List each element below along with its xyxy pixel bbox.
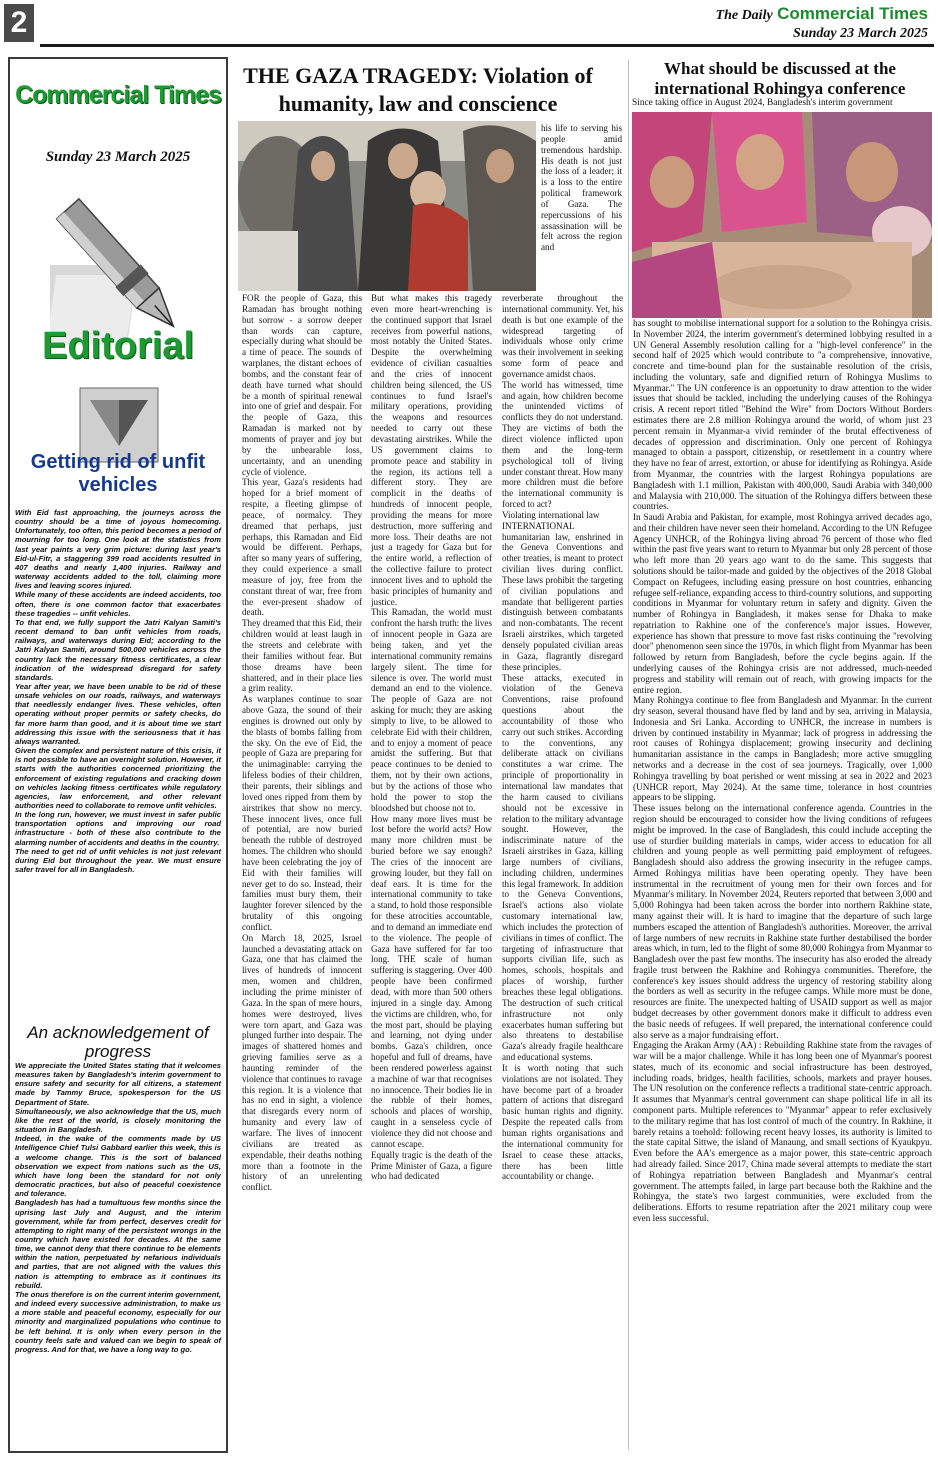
gaza-column-3-top: his life to serving his people amid tremendous hardship. His death is not just the loss of a leader; it is a loss to the entire political framework of Gaza. The repercussions of his assassination will be felt across the region and <box>541 123 622 253</box>
editorial1-body: With Eid fast approaching, the journeys across the country should be a time of joyous homecoming. Unfortunately, too often, this period becomes a period of mourning for too long. One look at the statistics from last year paints a very grim picture: during last year's Eid-ul-Fitr, a staggering 399 road accidents resulted in 407 deaths and nearly 1,400 injuries. Railway and waterway accidents added to the toll, claiming more lives and leaving scores injured. While many of these accidents are indeed accidents, too often, there is one common factor that exacerbates these tragedies -- unfit vehicles. To that end, we fully support the Jatri Kalyan Samiti's recent demand to ban unfit vehicles from roads, railways, and waterways during Eid; according to the Jatri Kalyan Samiti, around 500,000 vehicles across the country lack the necessary fitness certificates, a clear indication of the widespread disregard for safety standards. Year after year, we have been unable to be rid of these unsafe vehicles on our roads, railways, and waterways that needlessly endanger lives. These vehicles, often operating without proper permits or safety checks, do far more harm than good, and it is about time we start addressing this issue with the seriousness that it has always warranted. Given the complex and persistent nature of this crisis, it is not possible to have an overnight solution. However, it starts with the authorities concerned prioritizing the enforcement of existing regulations and cracking down on vehicles lacking fitness certificates while regulatory agencies, law enforcement, and other relevant authorities need to collaborate to remove unfit vehicles. In the long run, however, we must invest in safer public transportation options and improving our road infrastructure - both of these also contribute to the alarming number of accidents and deaths in the country. The need to get rid of unfit vehicles is not just relevant during Eid but throughout the year. We must ensure safer travel for all in Bangladesh. <box>15 508 221 875</box>
editorial2-title: An acknowledgement of progress <box>27 1023 209 1061</box>
paper-prefix: The Daily <box>715 8 773 23</box>
gaza-column-2: But what makes this tragedy even more heart-wrenching is the continued support that Israel receives from powerful nations, most notably the United States. Despite the overwhelming evidence of civilian casualties and the cries of innocent children being silenced, the US continues to fund Israel's military operations, providing the weapons and resources needed to carry out these devastating airstrikes. While the US government claims to promote peace and stability in the region, its actions tell a different story. They are complicit in the deaths of hundreds of innocent people, providing the means for more destruction, more suffering and more loss. Their deaths are not just a tragedy for Gaza but for the entire world, a reflection of the collective failure to protect innocent lives and to uphold the basic principles of humanity and justice. This Ramadan, the world must confront the harsh truth: the lives of innocent people in Gaza are being taken, and yet the international community remains largely silent. The time for silence is over. The world must demand an end to the violence. The people of Gaza are not asking for much; they are asking simply to live, to be allowed to celebrate Eid with their children, and to enjoy a moment of peace amidst the suffering. But that peace continues to be denied to them, not by their own actions, but by the actions of those who hold the power to stop the bloodshed but choose not to. How many more lives must be lost before the world acts? How many more children must be buried before we say enough? The cries of the innocent are growing louder, but they fall on deaf ears. It is time for the international community to take a stand, to hold those responsible for these atrocities accountable, and to demand an immediate end to the violence. The people of Gaza have suffered for far too long. THE scale of human suffering is staggering. Over 400 people have been confirmed dead, with more than 500 others injured in a single day. Among the victims are children, who, for the most part, should be playing and learning, not dying under bombs. Gaza's children, once hopeful and full of dreams, have been rendered powerless against a machine of war that recognises no innocence. Their bodies lie in the rubble of their homes, schools and places of worship, caught in a senseless cycle of violence they did not choose and cannot escape. Equally tragic is the death of the Prime Minister of Gaza, a figure who had dedicated <box>371 293 492 1182</box>
subheading-international-law: Violating international law <box>502 509 600 520</box>
editorial2-body: We appreciate the United States stating that it welcomes measures taken by Bangladesh's interim government to ensure safety and security for all citizens, a statement made by Tammy Bruce, spokesperson for the US Department of State. Simultaneously, we also acknowledge that the US, much like the rest of the world, is closely monitoring the situation in Bangladesh. Indeed, in the wake of the comments made by US Intelligence Chief Tulsi Gabbard earlier this week, this is a welcome change. This is the sort of balanced observation we expect from nations such as the US, which have long been the standard for not only democratic practices, but also of peaceful coexistence and tolerance. Bangladesh has had a tumultuous few months since the uprising last July and August, and the interim government, while far from perfect, deserves credit for attempting to right many of the persistent wrongs in the country which have existed for decades. At the same time, we cannot deny that there continue to be elements within the nation, perpetuated by nefarious individuals and parties, that are not aligned with the values this nation is attempting to embrace as it continues its rebuild. The onus therefore is on the current interim government, and indeed every successive administration, to make us a more stable and peaceful economy, especially for our minority and marginalized populations who continue to be left behind. It is only when every person in the country feels safe and valued can we begin to speak of progress. And for that, we have a long way to go. <box>15 1061 221 1354</box>
editorial-section-title: Editorial <box>41 325 195 367</box>
column-divider <box>628 60 629 1450</box>
gaza-headline: THE GAZA TRAGEDY: Violation of humanity, law and conscience <box>243 63 593 116</box>
gaza-photo <box>238 121 536 291</box>
editorial-masthead: Commercial Times <box>15 81 221 109</box>
header-rule <box>40 44 934 47</box>
rohingya-headline: What should be discussed at the international Rohingya conference <box>654 59 906 98</box>
rohingya-body: has sought to mobilise international support for a solution to the Rohingya crisis. In November 2024, the interim government's determined lobbying resulted in a UN General Assembly resolution calling for a "high-level conference" in the second half of 2025 which would contribute to "a comprehensive, innovative, concrete and time-bound plan for the sustainable resolution of the crisis, including the voluntary, safe and dignified return of Rohingya Muslims to Myanmar." The UN conference is an opportunity to draw attention to the wider issues that should be tackled, including the underlying causes of the Rohingya crisis. A recent report titled "Behind the Wire" from Doctors Without Borders estimates there are 2.8 million Rohingya around the world, of whom just 23 percent remain in Myanmar-a vivid reminder of the brutal effectiveness of decades of oppression and discrimination. Only one percent of Rohingya managed to obtain a passport, citizenship, or resettlement in a country where they have no fear of arrest, extortion, or abuse for identifying as Rohingya. Aside from Myanmar, the countries with the largest Rohingya populations are Bangladesh with 1.1 million, Pakistan with 400,000, Saudi Arabia with 340,000 and Malaysia with 210,000. The situation of the Rohingya differs between these countries. In Saudi Arabia and Pakistan, for example, most Rohingya arrived decades ago, and their children have never seen their homeland. According to the UN Refugee Agency UNHCR, of the Rohingya living abroad 76 percent of those who fled within the past five years want to return to Myanmar but only 28 percent of those who left more than 20 years ago want to do the same. This suggests that solutions should be tailor-made and guided by the objectives of the 2018 Global Compact on Refugees, including easing pressure on host countries, enhancing refugee self-reliance, expanding access to third-country solutions, and supporting conditions in Myanmar for voluntary return in safety and dignity. Given the number of Rohingya in Bangladesh, it makes sense for Dhaka to make repatriation to Rakhine one of the conference's major issues. However, experience has shown that pressure to move fast risks continuing the "revolving door" phenomenon seen since the 1970s, in which flight from Myanmar has been followed by return from Bangladesh, before the cycle begins again. If the underlying causes of the Rohingya crisis are not addressed, much-needed progress and stability will remain out of reach, with growing impacts for the entire region. Many Rohingya continue to flee from Bangladesh and Myanmar. In the current dry season, several thousand have fled by land and by sea, arriving in Malaysia, Indonesia and Sri Lanka. According to UNHCR, the increase in numbers is driven by continued instability in Myanmar; lack of progress in addressing the root causes of Rohingya displacement; growing insecurity and declining humanitarian assistance in the camps in Bangladesh; more active smuggling networks and a decrease in the cost of sea journeys. Tragically, over 1,000 Rohingya travelling by boat perished or went missing at sea in 2022 and 2023 (UNHCR report, May 2024). At the same time, tolerance in host countries appears to be slipping. These issues belong on the international conference agenda. Countries in the region should be encouraged to consider how the living conditions of refugees might be improved. In the case of Bangladesh, this could include accepting the use of sturdier building materials in camps, wider access to education for all children and young people as well permitting paid employment of refugees. Bangladesh should also address the growing insecurity in the refugee camps. Armed Rohingya militias have been operating openly. They have been instrumental in the recruitment of young men for their own forces and for Myanmar's military. In November 2024, Reuters reported that between 3,000 and 5,000 Rohingya had been taken across the border into northern Rakhine state, many against their will. It is hard to imagine that the departure of such large numbers escaped the attention of Bangladesh's authorities. Moreover, the arrival of large numbers of new recruits in Rakhine state further destabilised the border areas which, in turn, led to the flight of some 80,000 Rohingya from Myanmar to Bangladesh over the past few months. The insecurity has also eroded the already fragile trust between the Rakhine and Rohingya communities. Therefore, the conference's key issues should address the urgency of restoring stability along the borders as well as security in the refugee camps. While more must be done, resources are finite. The unexpected halting of USAID support as well as major budget decreases by other government donors make it difficult to address even the basic needs of refugees. If well prepared, the international conference could also serve as a major fundraising effort. Engaging the Arakan Army (AA) : Rebuilding Rakhine state from the ravages of war will be a major challenge. While it has long been one of Myanmar's poorest states, much of its economic and social infrastructure has been destroyed, including roads, bridges, health facilities, schools, markets and prayer houses. The UN resolution on the conference reflects a traditional state-centric approach. It assumes that Myanmar's central government can shape political life in all its component parts. Multiple references to "Myanmar" appear to refer exclusively to the military regime that has lost control of much of the country. In Rakhine, it barely retains a toehold: following recent heavy losses, its authority is limited to the state capital Sittwe, the island of Manaung, and small sections of Kyaukpyu. Even before the AA's emergence as a major power, this state-centric approach had already failed. Since 2017, China made several attempts to mediate the start of Rohingya repatriation between Bangladesh and Myanmar's central government. The attempts failed, in large part because both the Rakhine and the Rohingya, the state's two largest communities, were excluded from the deliberations. Efforts to resume repatriation after the 2021 military coup were even less successful. <box>633 318 932 1223</box>
masthead <box>716 4 928 42</box>
rohingya-photo <box>632 112 932 318</box>
gaza-column-3: reverberate throughout the international community. Yet, his death is but one example of the widespread targeting of individuals whose only crime was their involvement in seeking some form of peace and governance amidst chaos. The world has witnessed, time and again, how children become the unintended victims of conflicts they do not understand. They are victims of both the direct violence inflicted upon them and the long-term psychological toll of living under constant threat. How many more children must die before the international community is forced to act? Violating international law INTERNATIONAL humanitarian law, enshrined in the Geneva Conventions and other treaties, is meant to protect civilian lives during conflict. These laws prohibit the targeting of civilian populations and mandate that belligerent parties distinguish between combatants and non-combatants. The recent Israeli airstrikes, which targeted densely populated civilian areas in Gaza, flagrantly disregard these principles. These attacks, executed in violation of the Geneva Conventions, raise profound questions about the accountability of those who carry out such strikes. According to the conventions, any deliberate attack on civilians constitutes a war crime. The principle of proportionality in international law mandates that the harm caused to civilians should not be excessive in relation to the military advantage sought. However, the indiscriminate nature of the Israeli airstrikes in Gaza, killing large numbers of civilians, including children, undermines this legal framework. In addition to the Geneva Conventions, Israel's actions also violate customary international law, which includes the protection of civilians in times of conflict. The targeting of infrastructure that supports civilian life, such as homes, schools, hospitals and places of worship, further breaches these legal obligations. The destruction of such critical infrastructure not only exacerbates human suffering but also threatens to destabilise Gaza's already fragile healthcare and educational systems. It is worth noting that such violations are not isolated. They have become part of a broader pattern of actions that disregard basic human rights and dignity. Despite the repeated calls from human rights organisations and the international community for Israel to cease these attacks, there has been little accountability or change. <box>502 293 623 1182</box>
rohingya-intro: Since taking office in August 2024, Bangladesh's interim government <box>632 98 893 108</box>
page-number: 2 <box>4 4 34 42</box>
header-date: Sunday 23 March 2025 <box>793 26 928 41</box>
paper-name: Commercial Times <box>777 4 928 23</box>
editorial-date: Sunday 23 March 2025 <box>45 149 191 165</box>
editorial1-title: Getting rid of unfit vehicles <box>30 451 206 496</box>
gaza-column-1: FOR the people of Gaza, this Ramadan has brought nothing but sorrow - a sorrow deeper than words can capture, especially during what should be a time of peace. The sounds of warplanes, the distant echoes of bombs, and the constant fear of death have turned what should be a month of spiritual renewal into one of grief and despair. For the people of Gaza, this Ramadan is marked not by moments of prayer and joy but by the unbearable loss, uncertainty, and an unending cycle of violence. This year, Gaza's residents had hoped for a brief moment of respite, a fleeting glimpse of peace, of normalcy. They dreamed that perhaps, just perhaps, this Ramadan and Eid would be different. Perhaps, after so many years of suffering, they could experience a small measure of joy, free from the constant threat of war, free from the ever-present shadow of death. They dreamed that this Eid, their children would at least laugh in the streets and celebrate with their families without fear. But those dreams have been shattered, and in their place lies a grim reality. As warplanes continue to soar above Gaza, the sound of their engines is drowned out only by the blasts of bombs falling from the sky. On the eve of Eid, the people of Gaza are preparing for the unimaginable: carrying the lifeless bodies of their children, their parents, their siblings and loved ones ripped from them by airstrikes that show no mercy. These innocent lives, once full of potential, are now buried beneath the rubble of destroyed homes. The children who should have been celebrating the joy of Eid with their families will never get to do so. Instead, their families must bury them, their laughter forever silenced by the brutality of this ongoing conflict. On March 18, 2025, Israel launched a devastating attack on Gaza, one that has claimed the lives of hundreds of innocent men, women and children, including the prime minister of Gaza. In the span of mere hours, homes were destroyed, lives were torn apart, and Gaza was plunged further into despair. The images of shattered homes and grieving families serve as a haunting reminder of the violence that continues to ravage this region. It is a violence that has no end in sight, a violence that disregards every norm of humanity and every law of warfare. The lives of innocent civilians are treated as expendable, their deaths nothing more than a footnote in the history of an unrelenting conflict. <box>242 293 362 1193</box>
editorial-box <box>8 57 228 1453</box>
